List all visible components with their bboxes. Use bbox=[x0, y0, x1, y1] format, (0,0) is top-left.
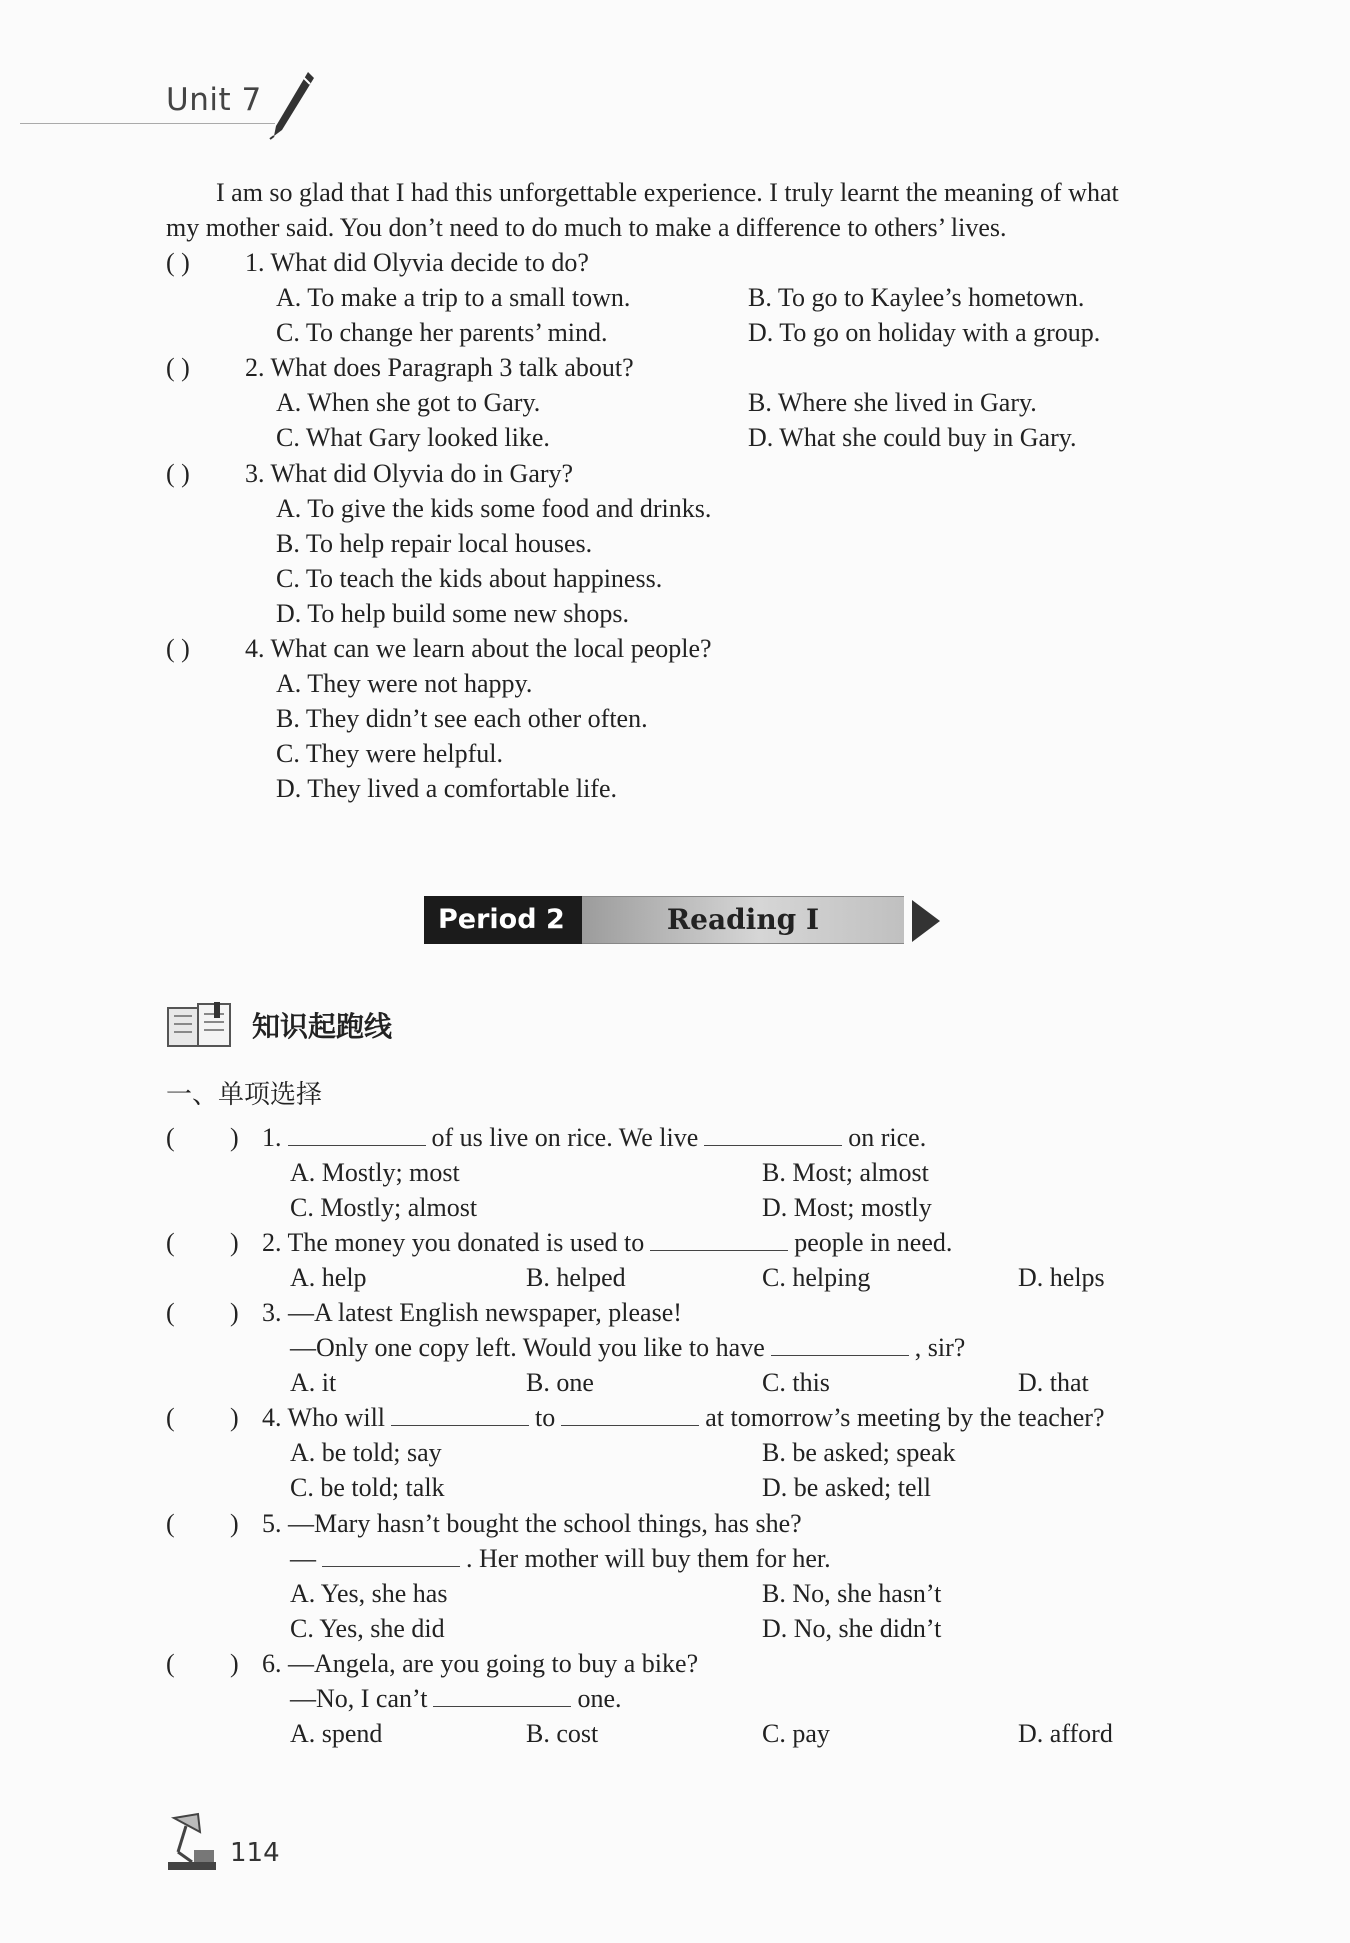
answer-blank[interactable] bbox=[391, 1401, 529, 1426]
unit-title: Unit 7 bbox=[166, 82, 262, 118]
header-rule bbox=[20, 123, 275, 124]
option-b: B. helped bbox=[526, 1263, 626, 1292]
question-stem: 2. What does Paragraph 3 talk about? bbox=[245, 353, 634, 382]
passage-line: I am so glad that I had this unforgettable experience. I truly learnt the meaning of what bbox=[216, 178, 1119, 207]
answer-blank[interactable] bbox=[771, 1331, 909, 1356]
option-b: B. To help repair local houses. bbox=[276, 529, 593, 558]
question-text: —Only one copy left. Would you like to have bbox=[290, 1333, 765, 1362]
question-text: . Her mother will buy them for her. bbox=[466, 1544, 831, 1573]
option-a: A. it bbox=[290, 1368, 337, 1397]
option-d: D. They lived a comfortable life. bbox=[276, 774, 618, 803]
option-d: D. What she could buy in Gary. bbox=[748, 423, 1077, 452]
option-c: C. To teach the kids about happiness. bbox=[276, 564, 663, 593]
option-c: C. this bbox=[762, 1368, 830, 1397]
option-c: C. be told; talk bbox=[290, 1473, 445, 1502]
question-line bbox=[290, 1681, 621, 1716]
answer-bracket[interactable]: ( ) bbox=[166, 353, 190, 382]
question-line bbox=[262, 1400, 1105, 1435]
answer-blank[interactable] bbox=[650, 1226, 788, 1251]
question-text: —No, I can’t bbox=[290, 1684, 428, 1713]
bracket-left[interactable]: ( bbox=[166, 1649, 175, 1678]
option-a: A. help bbox=[290, 1263, 367, 1292]
option-a: A. Mostly; most bbox=[290, 1158, 460, 1187]
bracket-left[interactable]: ( bbox=[166, 1298, 175, 1327]
question-number: 6. bbox=[262, 1649, 282, 1678]
option-a: A. To give the kids some food and drinks. bbox=[276, 494, 712, 523]
option-c: C. They were helpful. bbox=[276, 739, 503, 768]
answer-blank[interactable] bbox=[704, 1121, 842, 1146]
book-icon bbox=[166, 1002, 234, 1050]
option-b: B. Most; almost bbox=[762, 1158, 929, 1187]
bracket-left[interactable]: ( bbox=[166, 1403, 175, 1432]
question-line bbox=[262, 1506, 802, 1541]
question-line bbox=[262, 1295, 682, 1330]
option-b: B. cost bbox=[526, 1719, 599, 1748]
question-line bbox=[262, 1120, 926, 1155]
bracket-right: ) bbox=[230, 1403, 239, 1432]
question-stem: 3. What did Olyvia do in Gary? bbox=[245, 459, 574, 488]
question-line bbox=[290, 1541, 831, 1576]
bracket-left[interactable]: ( bbox=[166, 1509, 175, 1538]
subsection-title: 一、单项选择 bbox=[166, 1080, 323, 1110]
question-text: —A latest English newspaper, please! bbox=[288, 1298, 682, 1327]
question-text: , sir? bbox=[914, 1333, 966, 1362]
period-title: Reading I bbox=[582, 896, 904, 944]
passage-line: my mother said. You don’t need to do much to make a difference to others’ lives. bbox=[166, 213, 1007, 242]
question-text: of us live on rice. We live bbox=[431, 1123, 699, 1152]
option-a: A. They were not happy. bbox=[276, 669, 533, 698]
question-number: 2. bbox=[262, 1228, 282, 1257]
option-c: C. helping bbox=[762, 1263, 871, 1292]
question-text: one. bbox=[577, 1684, 622, 1713]
question-line bbox=[262, 1225, 952, 1260]
option-d: D. afford bbox=[1018, 1719, 1113, 1748]
question-text: to bbox=[535, 1403, 556, 1432]
option-d: D. To help build some new shops. bbox=[276, 599, 630, 628]
pen-icon bbox=[268, 70, 316, 140]
option-a: A. Yes, she has bbox=[290, 1579, 448, 1608]
option-d: D. To go on holiday with a group. bbox=[748, 318, 1101, 347]
bracket-left[interactable]: ( bbox=[166, 1228, 175, 1257]
desk-lamp-icon bbox=[164, 1812, 224, 1874]
question-text: — bbox=[290, 1544, 316, 1573]
question-number: 4. bbox=[262, 1403, 282, 1432]
option-c: C. To change her parents’ mind. bbox=[276, 318, 608, 347]
section-title: 知识起跑线 bbox=[252, 1010, 393, 1043]
answer-blank[interactable] bbox=[288, 1121, 426, 1146]
question-text: at tomorrow’s meeting by the teacher? bbox=[705, 1403, 1105, 1432]
arrow-right-icon bbox=[912, 900, 940, 942]
question-number: 5. bbox=[262, 1509, 282, 1538]
option-c: C. What Gary looked like. bbox=[276, 423, 550, 452]
question-text: on rice. bbox=[848, 1123, 927, 1152]
question-stem: 1. What did Olyvia decide to do? bbox=[245, 248, 589, 277]
bracket-right: ) bbox=[230, 1509, 239, 1538]
question-text: people in need. bbox=[794, 1228, 953, 1257]
page-number: 114 bbox=[230, 1838, 280, 1868]
question-text: The money you donated is used to bbox=[287, 1228, 645, 1257]
question-stem: 4. What can we learn about the local people? bbox=[245, 634, 712, 663]
bracket-left[interactable]: ( bbox=[166, 1123, 175, 1152]
period-banner bbox=[424, 896, 984, 946]
answer-blank[interactable] bbox=[433, 1682, 571, 1707]
option-a: A. To make a trip to a small town. bbox=[276, 283, 631, 312]
option-b: B. To go to Kaylee’s hometown. bbox=[748, 283, 1085, 312]
bracket-right: ) bbox=[230, 1228, 239, 1257]
option-b: B. No, she hasn’t bbox=[762, 1579, 942, 1608]
answer-bracket[interactable]: ( ) bbox=[166, 459, 190, 488]
option-d: D. be asked; tell bbox=[762, 1473, 931, 1502]
answer-bracket[interactable]: ( ) bbox=[166, 634, 190, 663]
option-c: C. pay bbox=[762, 1719, 830, 1748]
option-d: D. that bbox=[1018, 1368, 1089, 1397]
option-d: D. helps bbox=[1018, 1263, 1105, 1292]
option-b: B. Where she lived in Gary. bbox=[748, 388, 1037, 417]
period-label: Period 2 bbox=[424, 896, 582, 944]
option-b: B. one bbox=[526, 1368, 594, 1397]
option-b: B. be asked; speak bbox=[762, 1438, 956, 1467]
option-b: B. They didn’t see each other often. bbox=[276, 704, 648, 733]
option-a: A. When she got to Gary. bbox=[276, 388, 541, 417]
bracket-right: ) bbox=[230, 1298, 239, 1327]
question-number: 3. bbox=[262, 1298, 282, 1327]
bracket-right: ) bbox=[230, 1123, 239, 1152]
option-c: C. Yes, she did bbox=[290, 1614, 445, 1643]
question-line bbox=[262, 1646, 698, 1681]
option-c: C. Mostly; almost bbox=[290, 1193, 478, 1222]
answer-blank[interactable] bbox=[561, 1401, 699, 1426]
question-line bbox=[290, 1330, 965, 1365]
option-d: D. No, she didn’t bbox=[762, 1614, 942, 1643]
option-d: D. Most; mostly bbox=[762, 1193, 932, 1222]
question-number: 1. bbox=[262, 1123, 282, 1152]
answer-blank[interactable] bbox=[322, 1542, 460, 1567]
question-text: —Angela, are you going to buy a bike? bbox=[288, 1649, 699, 1678]
bracket-right: ) bbox=[230, 1649, 239, 1678]
option-a: A. spend bbox=[290, 1719, 383, 1748]
option-a: A. be told; say bbox=[290, 1438, 442, 1467]
answer-bracket[interactable]: ( ) bbox=[166, 248, 190, 277]
question-text: Who will bbox=[287, 1403, 386, 1432]
question-text: —Mary hasn’t bought the school things, has she? bbox=[288, 1509, 802, 1538]
